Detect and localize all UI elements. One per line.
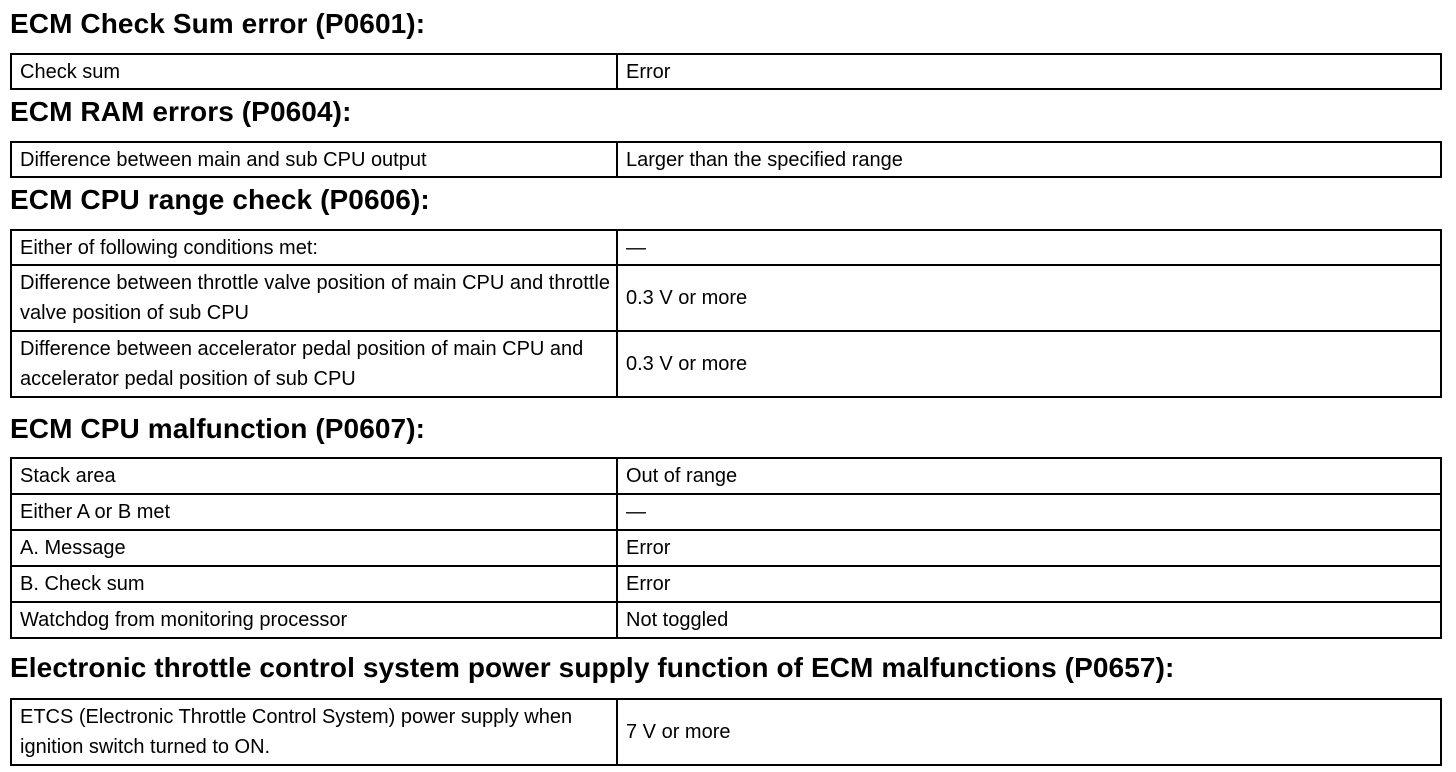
section-heading: ECM CPU range check (P0606): xyxy=(10,184,430,215)
result-cell: Error xyxy=(617,530,1441,566)
table-row xyxy=(11,458,1441,494)
result-cell: Out of range xyxy=(617,458,1441,494)
table-row xyxy=(11,265,1441,331)
condition-cell: Either A or B met xyxy=(11,494,617,530)
result-cell: 0.3 V or more xyxy=(617,331,1441,397)
table-row xyxy=(11,230,1441,265)
conditions-table xyxy=(10,141,1442,178)
conditions-table xyxy=(10,698,1442,766)
section-heading: ECM RAM errors (P0604): xyxy=(10,96,352,127)
section-heading: Electronic throttle control system power supply function of ECM malfunctions (P0657): xyxy=(10,652,1175,683)
table-row xyxy=(11,530,1441,566)
condition-cell: Check sum xyxy=(11,54,617,89)
result-cell: Error xyxy=(617,54,1441,89)
result-cell: 7 V or more xyxy=(617,699,1441,765)
condition-cell: Difference between main and sub CPU output xyxy=(11,142,617,177)
result-cell: Not toggled xyxy=(617,602,1441,638)
condition-cell: B. Check sum xyxy=(11,566,617,602)
conditions-table xyxy=(10,229,1442,398)
condition-cell: ETCS (Electronic Throttle Control System) power supply when ignition switch turned to ON. xyxy=(11,699,617,765)
condition-cell: Difference between accelerator pedal position of main CPU and accelerator pedal position of sub CPU xyxy=(11,331,617,397)
table-row xyxy=(11,566,1441,602)
condition-cell: Either of following conditions met: xyxy=(11,230,617,265)
result-cell: Larger than the specified range xyxy=(617,142,1441,177)
result-cell: — xyxy=(617,230,1441,265)
condition-cell: Stack area xyxy=(11,458,617,494)
section-heading: ECM CPU malfunction (P0607): xyxy=(10,413,426,444)
table-row xyxy=(11,142,1441,177)
table-row xyxy=(11,602,1441,638)
conditions-table xyxy=(10,53,1442,90)
result-cell: 0.3 V or more xyxy=(617,265,1441,331)
table-row xyxy=(11,699,1441,765)
table-row xyxy=(11,54,1441,89)
table-row xyxy=(11,494,1441,530)
condition-cell: Difference between throttle valve position of main CPU and throttle valve position of sub CPU xyxy=(11,265,617,331)
section-heading: ECM Check Sum error (P0601): xyxy=(10,8,426,39)
result-cell: Error xyxy=(617,566,1441,602)
condition-cell: Watchdog from monitoring processor xyxy=(11,602,617,638)
condition-cell: A. Message xyxy=(11,530,617,566)
result-cell: — xyxy=(617,494,1441,530)
table-row xyxy=(11,331,1441,397)
conditions-table xyxy=(10,457,1442,639)
